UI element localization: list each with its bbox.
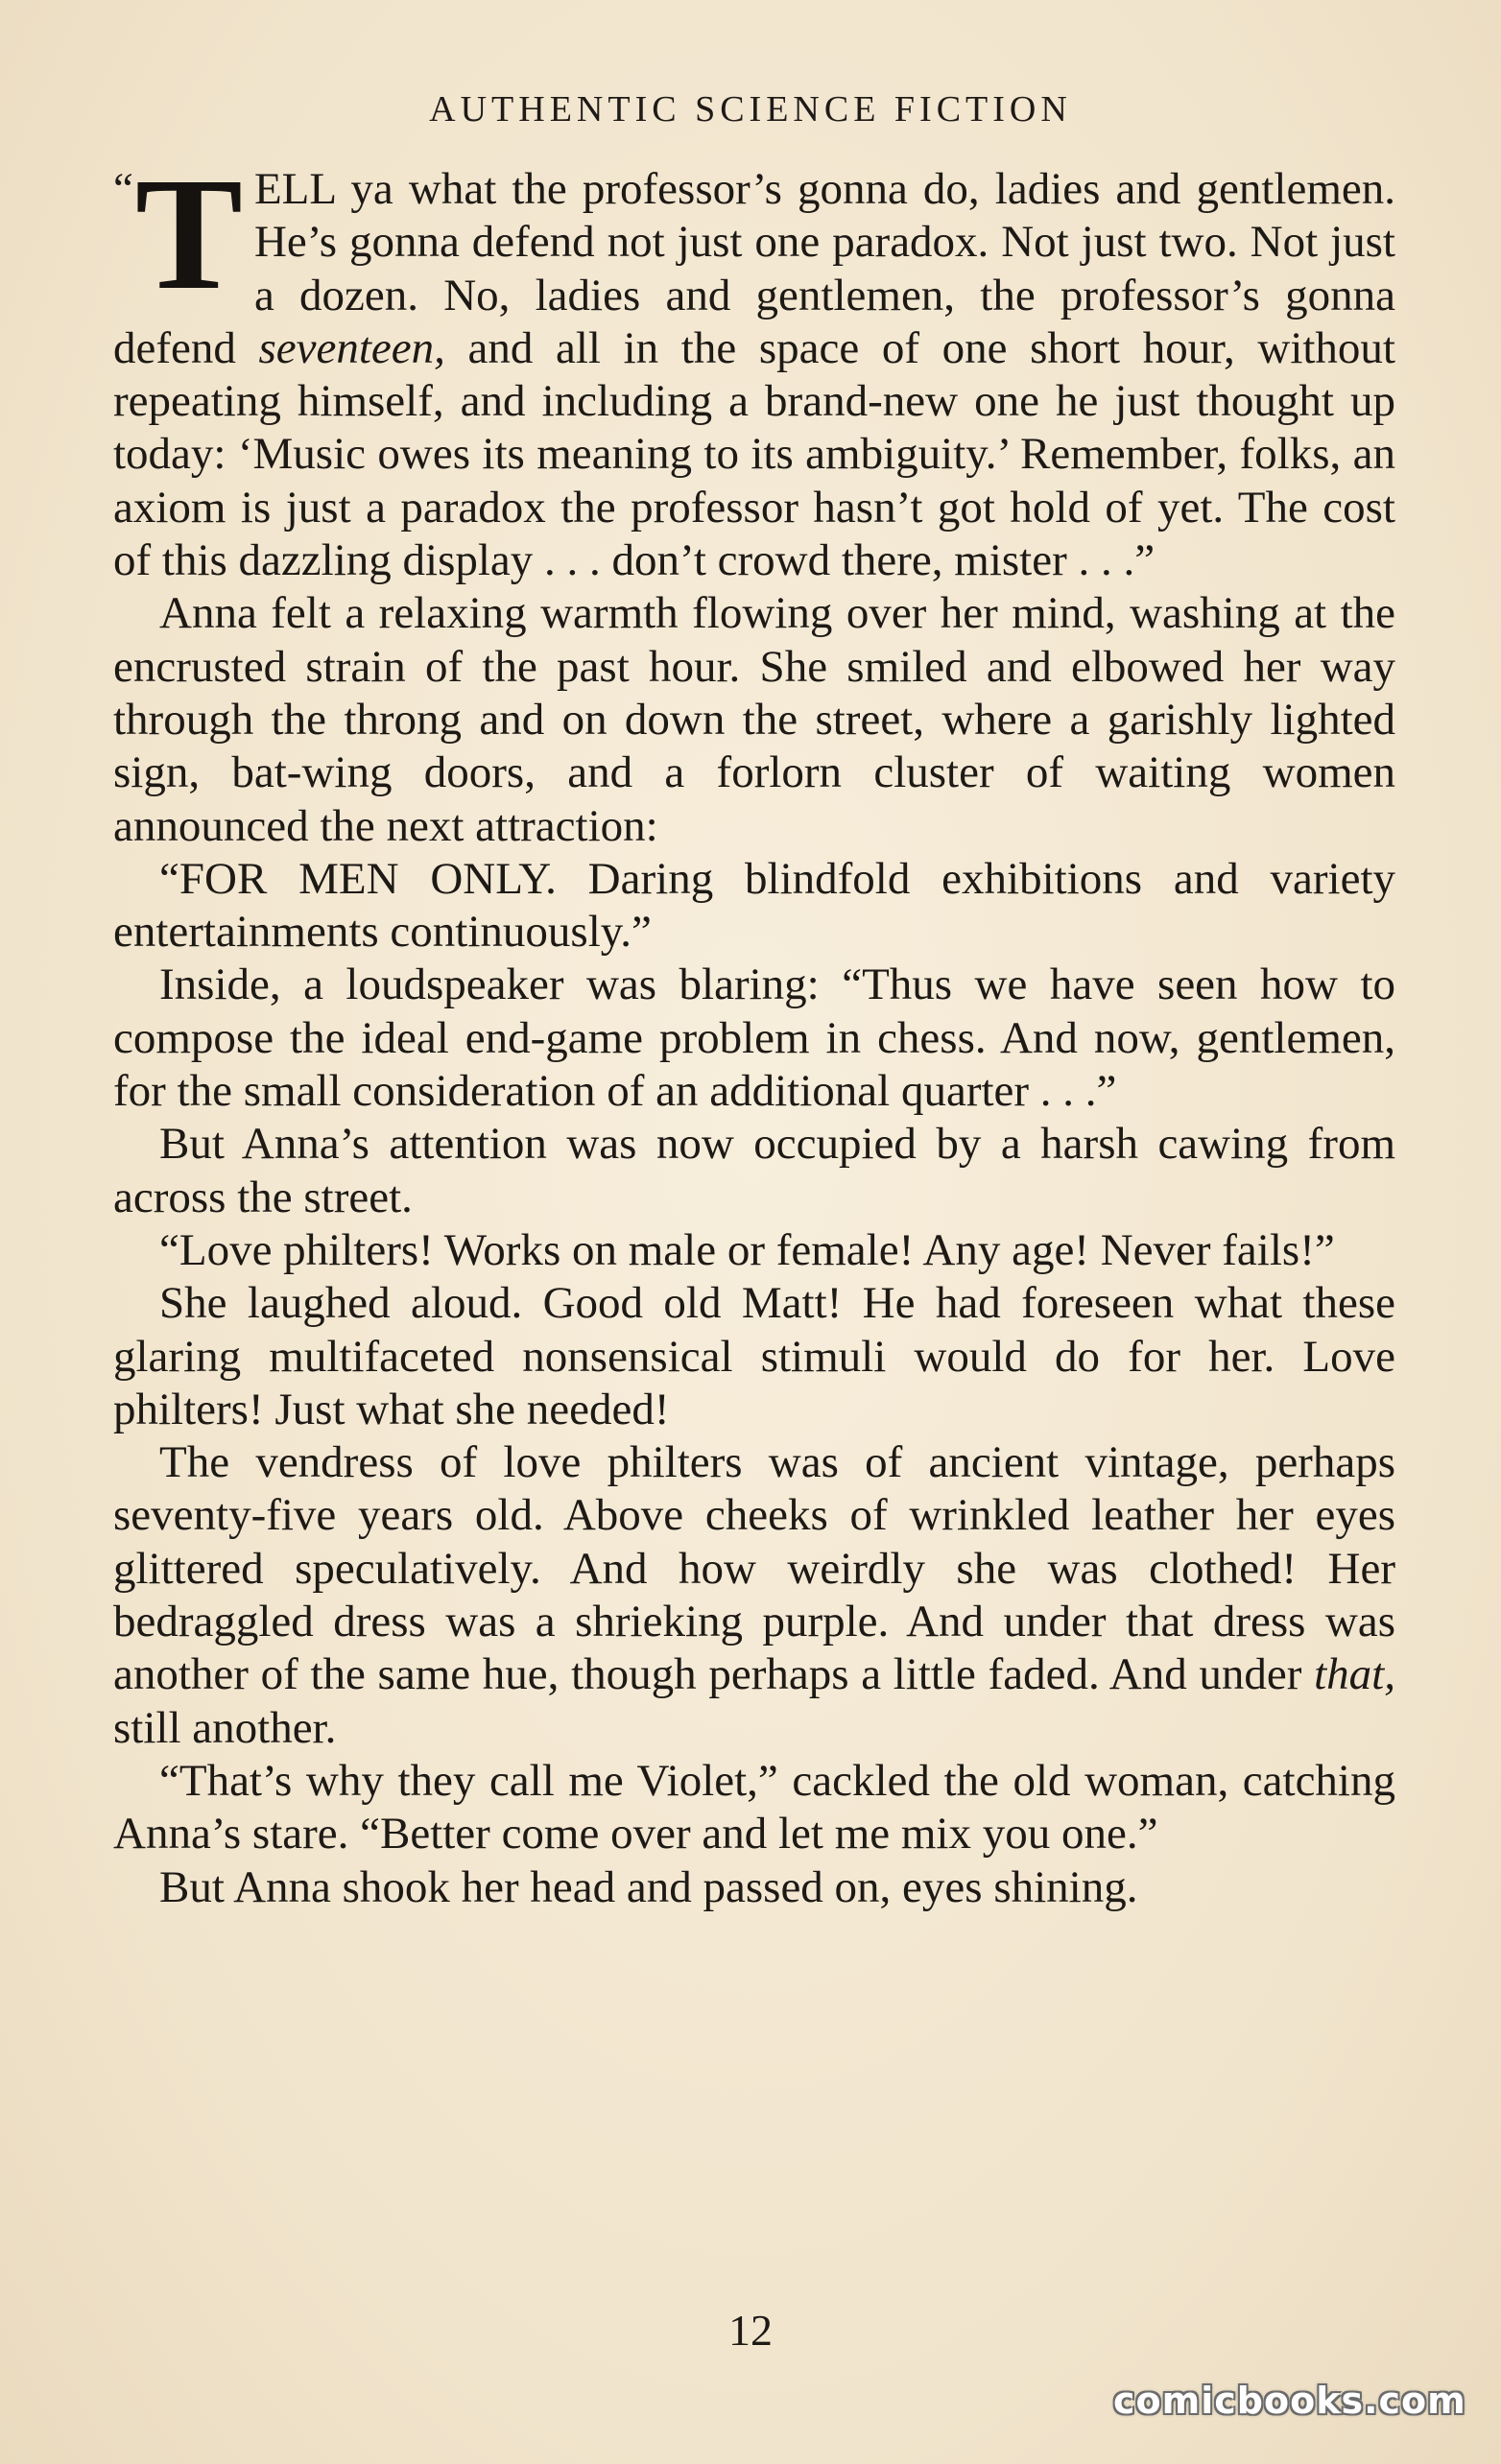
paragraph-1 xyxy=(113,145,1395,587)
running-title: AUTHENTIC SCIENCE FICTION xyxy=(429,89,1072,130)
page-number: 12 xyxy=(728,2306,773,2355)
paragraph-8-text-b: still another. xyxy=(113,1702,337,1753)
site-watermark: comicbooks.com xyxy=(1113,2380,1466,2422)
opening-quote: “ xyxy=(113,164,133,214)
paragraph-1-text-a: ELL ya what the professor’s gonna do, ladies and gentlemen. He’s gonna defend not just one paradox. Not just two. Not just a dozen. No, ladies and gentlemen, the professor’s gonna defend xyxy=(113,164,1395,373)
paragraph-8 xyxy=(113,1436,1395,1755)
paragraph-4: Inside, a loudspeaker was blaring: “Thus we have seen how to compose the ideal end-game problem in chess. And now, gentlemen, for the small consideration of an additional quarter . . .” xyxy=(113,960,1395,1117)
paragraph-7: She laughed aloud. Good old Matt! He had foreseen what these glaring multifaceted nonsensical stimuli would do for her. Love philters! Just what she needed! xyxy=(113,1278,1395,1434)
paragraph-10: But Anna shook her head and passed on, eyes shining. xyxy=(159,1861,1138,1912)
paragraph-9: “That’s why they call me Violet,” cackled the old woman, catching Anna’s stare. “Better come over and let me mix you one.” xyxy=(113,1755,1395,1860)
paragraph-8-text-a: The vendress of love philters was of ancient vintage, perhaps seventy-five years old. Above cheeks of wrinkled leather her eyes glittered speculatively. And how weirdly she was clothed! Her bedraggled dress was a shrieking purple. And under that dress was another of the same hue, though perhaps a little faded. And under xyxy=(113,1437,1395,1700)
paragraph-8-emphasis: that, xyxy=(1314,1649,1395,1700)
paragraph-1-text-b: and all in the space of one short hour, without repeating himself, and including a brand-new one he just thought up today: ‘Music owes its meaning to its ambiguity.’ Remember, folks, an axiom is just a paradox the professor hasn’t got hold of yet. The cost of this dazzling display . . . don’t crowd there, mister . . .” xyxy=(113,322,1395,586)
paragraph-5: But Anna’s attention was now occupied by a harsh cawing from across the street. xyxy=(113,1119,1395,1222)
paragraph-3: “FOR MEN ONLY. Daring blindfold exhibitions and variety entertainments continuously.” xyxy=(113,853,1395,958)
paragraph-2: Anna felt a relaxing warmth flowing over her mind, washing at the encrusted strain of the past hour. She smiled and elbowed her way through the throng and on down the street, where a garishly lighted sign, bat-wing doors, and a forlorn cluster of waiting women announced the next attraction: xyxy=(113,588,1395,851)
paragraph-1-emphasis: seventeen, xyxy=(258,322,445,373)
paragraph-6: “Love philters! Works on male or female! Any age! Never fails!” xyxy=(159,1224,1335,1275)
drop-cap-letter: T xyxy=(134,145,243,323)
story-text xyxy=(113,145,1395,1914)
